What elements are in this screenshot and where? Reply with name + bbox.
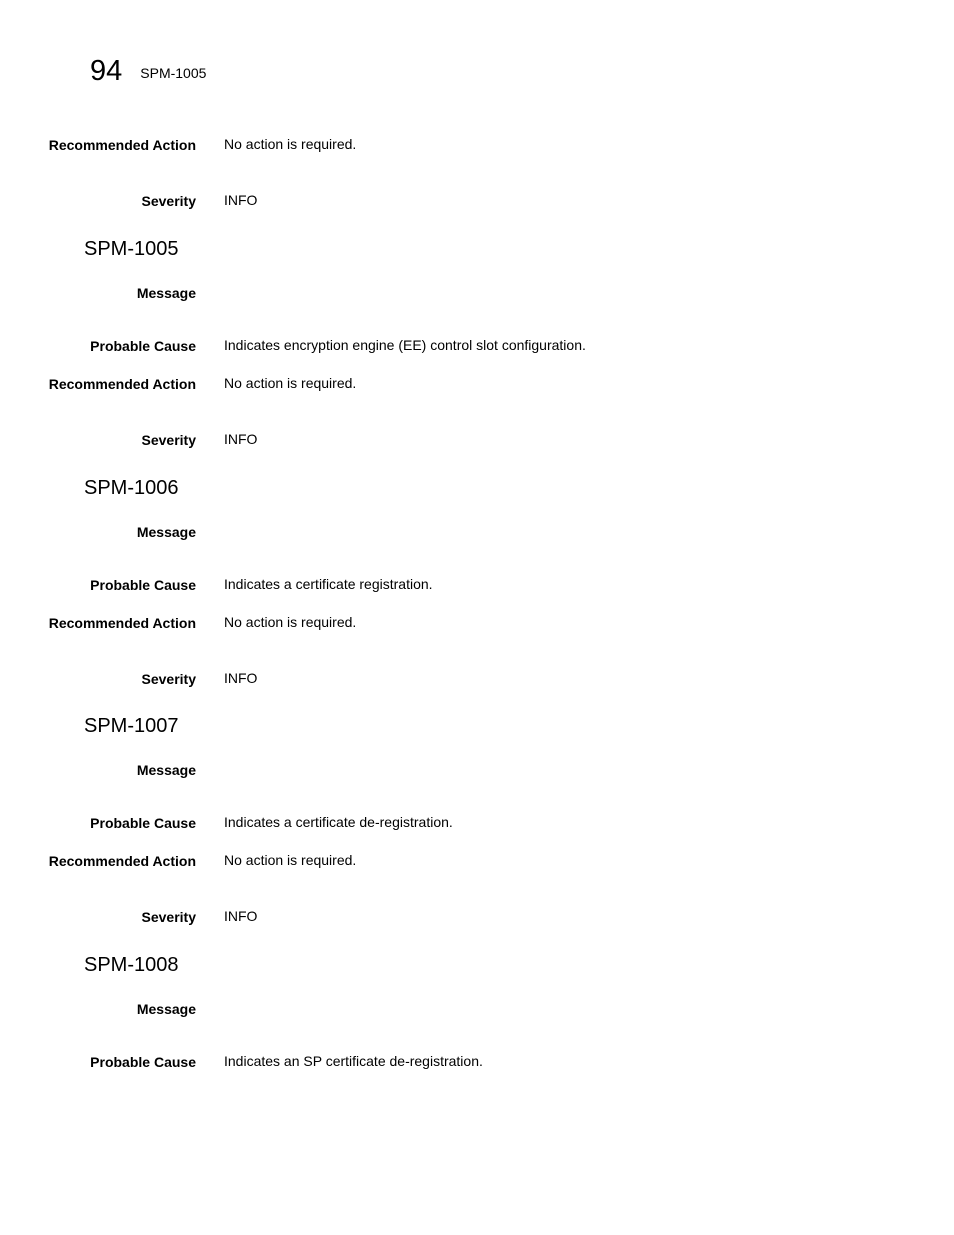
severity-value: INFO	[224, 192, 258, 208]
section-title-spm-1007: SPM-1007	[84, 715, 179, 737]
recommended-action-value: No action is required.	[224, 375, 357, 391]
recommended-action-label: Recommended Action	[48, 615, 196, 631]
section-title-spm-1005: SPM-1005	[84, 238, 179, 260]
recommended-action-value: No action is required.	[224, 852, 357, 868]
message-label: Message	[136, 285, 196, 301]
message-label: Message	[136, 762, 196, 778]
recommended-action-label: Recommended Action	[48, 853, 196, 869]
severity-label: Severity	[141, 193, 196, 209]
severity-value: INFO	[224, 431, 258, 447]
message-label: Message	[136, 1001, 196, 1017]
probable-cause-label: Probable Cause	[90, 815, 196, 831]
chapter-number: 94	[90, 55, 123, 87]
section-title-spm-1006: SPM-1006	[84, 477, 179, 499]
running-title: SPM-1005	[140, 65, 207, 81]
probable-cause-value: Indicates a certificate de-registration.	[224, 814, 453, 830]
page-header	[90, 54, 206, 88]
section-title-spm-1008: SPM-1008	[84, 954, 179, 976]
severity-label: Severity	[141, 909, 196, 925]
recommended-action-label: Recommended Action	[48, 137, 196, 153]
probable-cause-value: Indicates encryption engine (EE) control slot configuration.	[224, 337, 586, 353]
severity-label: Severity	[141, 432, 196, 448]
severity-label: Severity	[141, 671, 196, 687]
probable-cause-label: Probable Cause	[90, 577, 196, 593]
severity-value: INFO	[224, 908, 258, 924]
severity-value: INFO	[224, 670, 258, 686]
message-label: Message	[136, 524, 196, 540]
probable-cause-label: Probable Cause	[90, 1054, 196, 1070]
probable-cause-value: Indicates a certificate registration.	[224, 576, 433, 592]
probable-cause-label: Probable Cause	[90, 338, 196, 354]
probable-cause-value: Indicates an SP certificate de-registration.	[224, 1053, 483, 1069]
recommended-action-value: No action is required.	[224, 136, 357, 152]
recommended-action-value: No action is required.	[224, 614, 357, 630]
recommended-action-label: Recommended Action	[48, 376, 196, 392]
